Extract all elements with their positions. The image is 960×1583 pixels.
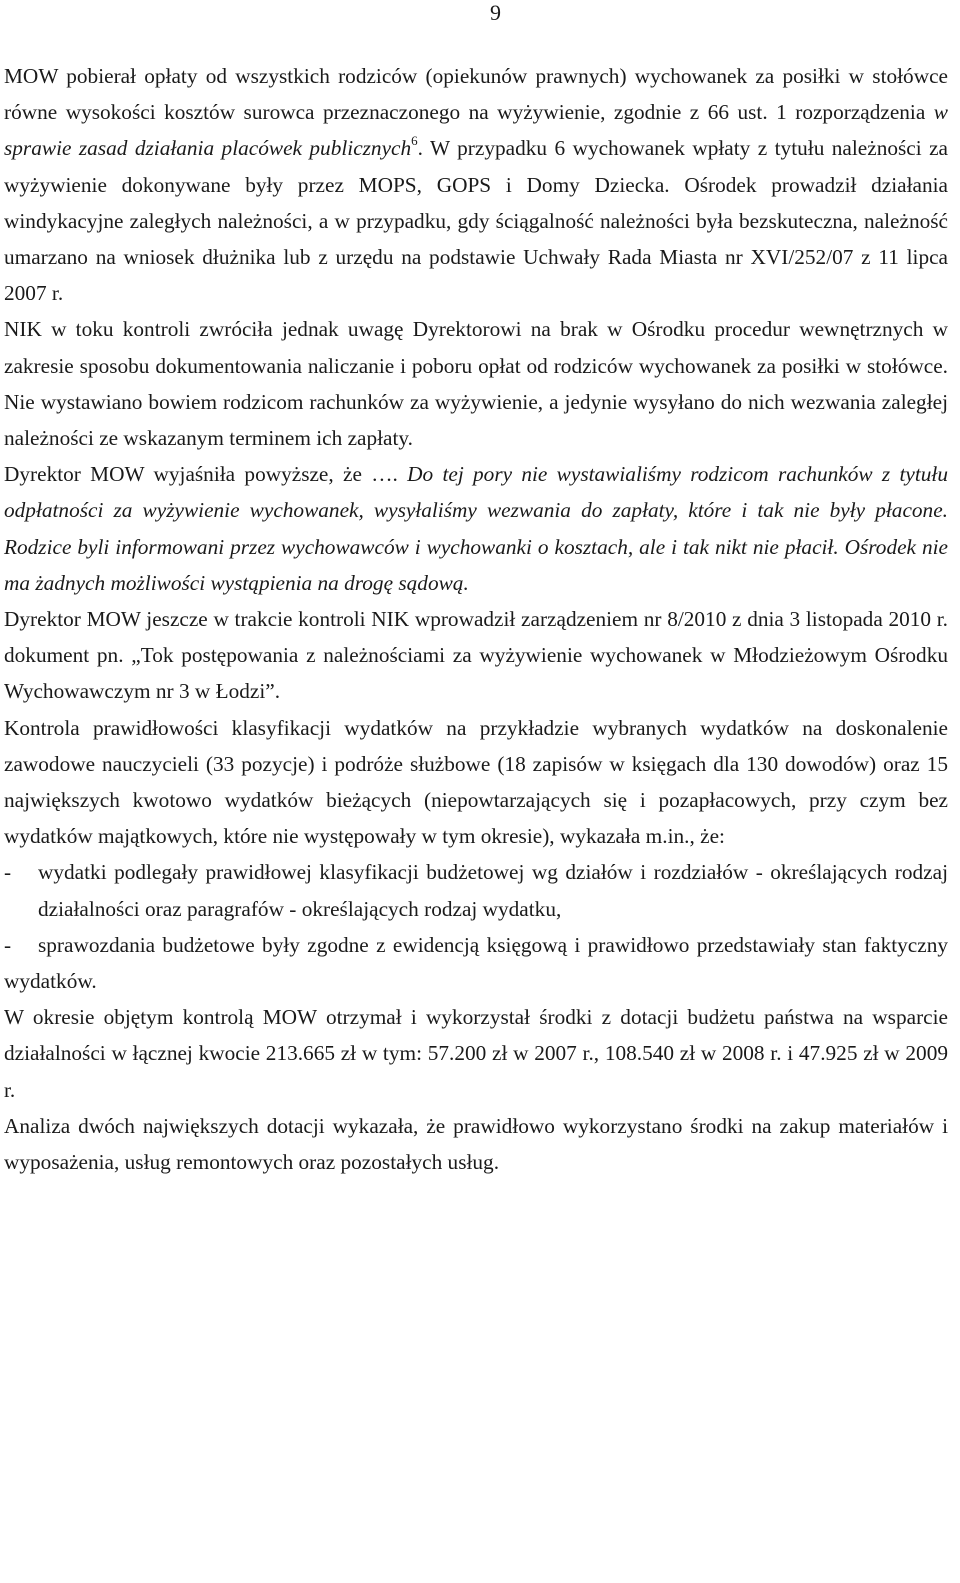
list-item-text: sprawozdania budżetowe były zgodne z ewidencją księgową i prawidłowo przedstawiały stan faktyczny wydatków. [4, 932, 948, 994]
paragraph-nik-remark: NIK w toku kontroli zwróciła jednak uwagę Dyrektorowi na brak w Ośrodku procedur wewnętrznych w zakresie sposobu dokumentowania naliczanie i poboru opłat od rodziców wychowanek za posiłki w stołówce. Nie wystawiano bowiem rodzicom rachunków za wyżywienie, a jedynie wysyłano do nich wezwania zaległej należności ze wskazanym terminem ich zapłaty. [4, 317, 948, 451]
list-item-text: wydatki podlegały prawidłowej klasyfikacji budżetowej wg działów i rozdziałów - określających rodzaj działalności oraz paragrafów - określających rodzaj wydatku, [38, 860, 948, 921]
list-dash: - [4, 932, 12, 957]
regulation-title: w sprawie zasad działania placówek publicznych [4, 100, 948, 161]
explanation-quote: Do tej pory nie wystawialiśmy rodzicom rachunków z tytułu odpłatności za wyżywienie wychowanek, wysyłaliśmy wezwania do zapłaty, które i tak nie były płacone. Rodzice byli informowani przez wychowawców i wychowanki o kosztach, ale i tak nikt nie płacił. Ośrodek nie ma żadnych możliwości wystąpienia na drogę sądową. [4, 462, 948, 595]
paragraph-grant-analysis: Analiza dwóch największych dotacji wykazała, że prawidłowo wykorzystano środki na zakup materiałów i wyposażenia, usług remontowych oraz pozostałych usług. [4, 1113, 948, 1175]
document-body [4, 58, 948, 1180]
paragraph-grants: W okresie objętym kontrolą MOW otrzymał i wykorzystał środki z dotacji budżetu państwa na wsparcie działalności w łącznej kwocie 213.665 zł w tym: 57.200 zł w 2007 r., 108.540 zł w 2008 r. i 47.925 zł w 2009 r. [4, 1005, 948, 1102]
paragraph-fees-text-b: . W przypadku 6 wychowanek wpłaty z tytułu należności za wyżywienie dokonywane były przez MOPS, GOPS i Domy Dziecka. Ośrodek prowadził działania windykacyjne zaległych należności, a w przypadku, gdy ściągalność należności była bezskuteczna, należność umarzano na wniosek dłużnika lub z urzędu na podstawie Uchwały Rada Miasta nr XVI/252/07 z 11 lipca 2007 r. [4, 136, 948, 306]
list-dash: - [4, 860, 12, 885]
page-number: 9 [490, 0, 501, 25]
paragraph-ordinance: Dyrektor MOW jeszcze w trakcie kontroli NIK wprowadził zarządzeniem nr 8/2010 z dnia 3 listopada 2010 r. dokument pn. „Tok postępowania z należnościami za wyżywienie wychowanek w Młodzieżowym Ośrodku Wychowawczym nr 3 w Łodzi”. [4, 607, 948, 704]
paragraph-fees [4, 58, 948, 311]
paragraph-classification: Kontrola prawidłowości klasyfikacji wydatków na przykładzie wybranych wydatków na doskonalenie zawodowe nauczycieli (33 pozycje) i podróże służbowe (18 zapisów w księgach dla 130 dowodów) oraz 15 największych kwotowo wydatków bieżących (niepowtarzających się i pozapłacowych, przy czym bez wydatków majątkowych, które nie występowały w tym okresie), wykazała m.in., że: [4, 715, 948, 849]
paragraph-director-explanation [4, 456, 948, 601]
list-item [4, 854, 948, 926]
footnote-ref: 6 [411, 133, 418, 149]
explanation-intro: Dyrektor MOW wyjaśniła powyższe, że …. [4, 462, 408, 487]
list-item [4, 927, 948, 999]
paragraph-fees-text-a: MOW pobierał opłaty od wszystkich rodziców (opiekunów prawnych) wychowanek za posiłki w stołówce równe wysokości kosztów surowca przeznaczonego na wyżywienie, zgodnie z 66 ust. 1 rozporządzenia [4, 64, 948, 125]
